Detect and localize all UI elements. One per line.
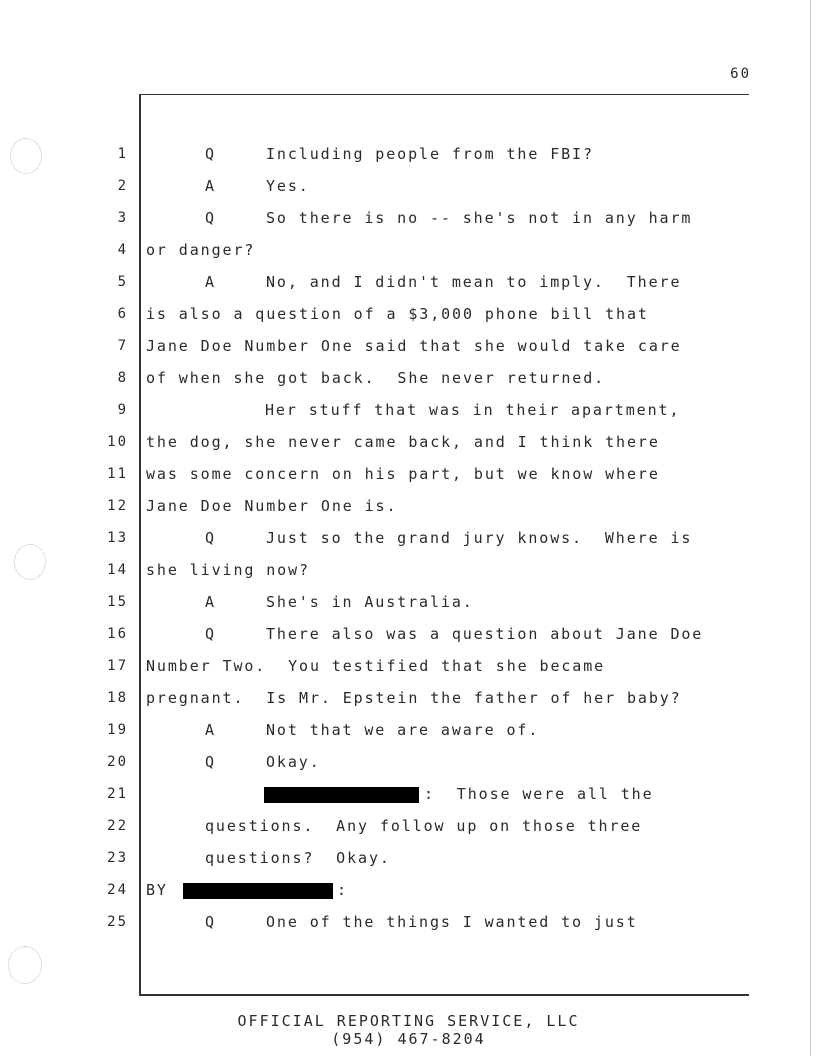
line-text: is also a question of a $3,000 phone bill that <box>146 305 649 323</box>
footer-company: OFFICIAL REPORTING SERVICE, LLC <box>237 1012 580 1030</box>
transcript-line <box>0 656 817 678</box>
transcript-line <box>0 144 817 166</box>
line-text: One of the things I wanted to just <box>266 913 638 931</box>
line-text: Including people from the FBI? <box>266 145 594 163</box>
line-text: So there is no -- she's not in any harm <box>266 209 693 227</box>
speaker-label: A <box>205 593 216 611</box>
transcript-line <box>0 496 817 518</box>
line-text: There also was a question about Jane Doe <box>266 625 704 643</box>
transcript-line <box>0 624 817 646</box>
transcript-line <box>0 752 817 774</box>
transcript-line <box>0 784 817 806</box>
line-number: 14 <box>107 562 128 578</box>
line-number: 4 <box>117 242 128 258</box>
redaction-bar <box>183 883 333 899</box>
line-text: or danger? <box>146 241 256 259</box>
line-number: 15 <box>107 594 128 610</box>
line-text-suffix: : <box>337 881 348 899</box>
transcript-line <box>0 848 817 870</box>
line-number: 19 <box>107 722 128 738</box>
line-text: No, and I didn't mean to imply. There <box>266 273 682 291</box>
speaker-label: Q <box>205 529 216 547</box>
transcript-line <box>0 400 817 422</box>
transcript-line <box>0 304 817 326</box>
transcript-line <box>0 336 817 358</box>
line-text: she living now? <box>146 561 310 579</box>
line-number: 11 <box>107 466 128 482</box>
line-number: 20 <box>107 754 128 770</box>
line-text: Not that we are aware of. <box>266 721 540 739</box>
line-number: 21 <box>107 786 128 802</box>
line-number: 9 <box>117 402 128 418</box>
line-number: 6 <box>117 306 128 322</box>
line-text: of when she got back. She never returned. <box>146 369 606 387</box>
line-number: 24 <box>107 882 128 898</box>
transcript-line <box>0 432 817 454</box>
line-number: 5 <box>117 274 128 290</box>
redaction-bar <box>264 787 419 803</box>
line-text: She's in Australia. <box>266 593 474 611</box>
line-text: was some concern on his part, but we know where <box>146 465 660 483</box>
line-number: 16 <box>107 626 128 642</box>
line-number: 13 <box>107 530 128 546</box>
line-text: questions? Okay. <box>205 849 391 867</box>
transcript-line <box>0 592 817 614</box>
transcript-line <box>0 240 817 262</box>
line-text: the dog, she never came back, and I think there <box>146 433 660 451</box>
line-number: 17 <box>107 658 128 674</box>
line-text: Yes. <box>266 177 310 195</box>
transcript-line <box>0 720 817 742</box>
line-text: Jane Doe Number One is. <box>146 497 398 515</box>
transcript-line <box>0 208 817 230</box>
line-text: questions. Any follow up on those three <box>205 817 643 835</box>
transcript-line <box>0 272 817 294</box>
transcript-line <box>0 368 817 390</box>
footer-phone: (954) 467-8204 <box>331 1030 486 1048</box>
speaker-label: Q <box>205 753 216 771</box>
line-number: 18 <box>107 690 128 706</box>
speaker-label: A <box>205 177 216 195</box>
speaker-label: Q <box>205 913 216 931</box>
line-text: Her stuff that was in their apartment, <box>265 401 681 419</box>
line-text: Okay. <box>266 753 321 771</box>
transcript-line <box>0 816 817 838</box>
transcript-line <box>0 176 817 198</box>
line-number: 12 <box>107 498 128 514</box>
line-text: BY <box>146 881 168 899</box>
speaker-label: Q <box>205 209 216 227</box>
line-number: 23 <box>107 850 128 866</box>
line-number: 8 <box>117 370 128 386</box>
line-number: 3 <box>117 210 128 226</box>
transcript-line <box>0 464 817 486</box>
speaker-label: Q <box>205 145 216 163</box>
transcript-line <box>0 880 817 902</box>
transcript-line <box>0 528 817 550</box>
speaker-label: A <box>205 273 216 291</box>
line-number: 25 <box>107 914 128 930</box>
line-text: : Those were all the <box>424 785 654 803</box>
line-text: Jane Doe Number One said that she would take care <box>146 337 682 355</box>
speaker-label: A <box>205 721 216 739</box>
line-text: Number Two. You testified that she became <box>146 657 606 675</box>
line-number: 2 <box>117 178 128 194</box>
punch-hole-bottom <box>8 946 42 984</box>
line-number: 22 <box>107 818 128 834</box>
transcript-line <box>0 912 817 934</box>
transcript-line <box>0 688 817 710</box>
speaker-label: Q <box>205 625 216 643</box>
line-number: 7 <box>117 338 128 354</box>
line-number: 1 <box>117 146 128 162</box>
line-text: pregnant. Is Mr. Epstein the father of her baby? <box>146 689 682 707</box>
transcript-line <box>0 560 817 582</box>
line-text: Just so the grand jury knows. Where is <box>266 529 693 547</box>
page-number: 60 <box>730 66 751 82</box>
line-number: 10 <box>107 434 128 450</box>
